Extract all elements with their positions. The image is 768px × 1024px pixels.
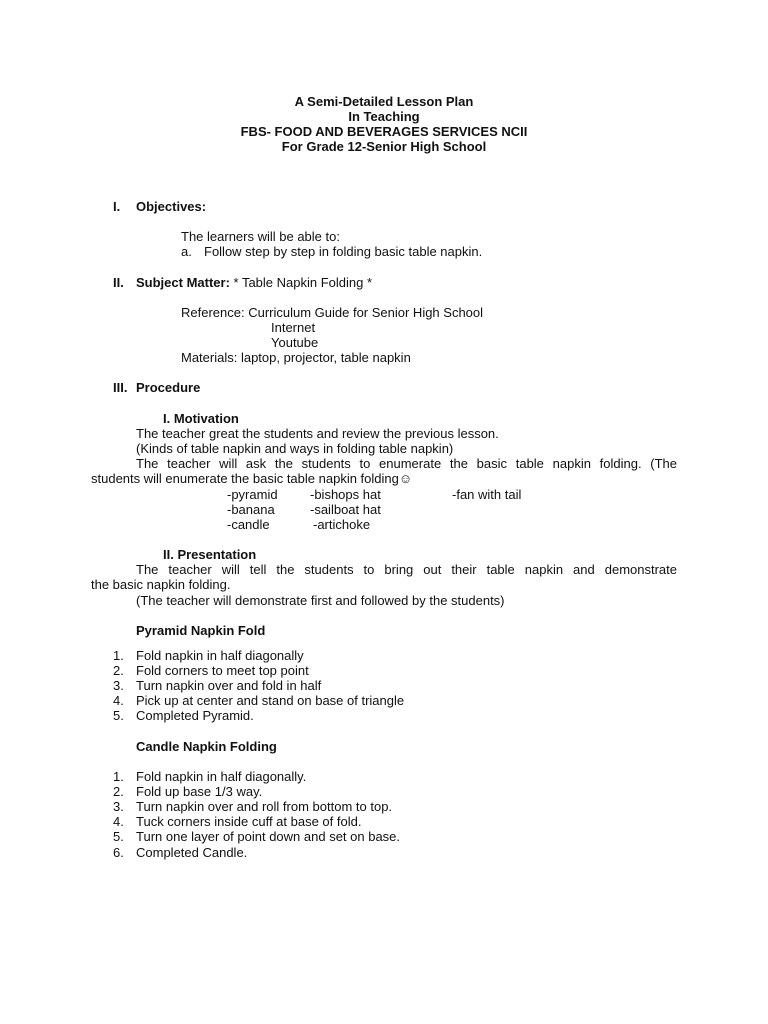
pyramid-step: Fold corners to meet top point	[136, 663, 309, 678]
reference-line: Reference: Curriculum Guide for Senior High School	[181, 305, 484, 320]
fold-item-fan-with-tail: -fan with tail	[452, 487, 522, 502]
pyramid-step-marker: 5.	[113, 708, 124, 723]
fold-item-pyramid: -pyramid	[227, 487, 278, 502]
subject-matter-value: * Table Napkin Folding *	[229, 275, 373, 290]
objectives-heading: Objectives:	[136, 199, 207, 214]
fold-item-candle: -candle	[227, 517, 270, 532]
motivation-line-3: The teacher will ask the students to enumerate the basic table napkin folding. (The	[136, 456, 677, 471]
candle-step: Tuck corners inside cuff at base of fold.	[136, 814, 362, 829]
fold-item-sailboat-hat: -sailboat hat	[310, 502, 381, 517]
pyramid-step-marker: 3.	[113, 678, 124, 693]
subject-matter-heading: Subject Matter:	[136, 275, 230, 290]
doc-title-line-4: For Grade 12-Senior High School	[281, 139, 487, 154]
motivation-line-1: The teacher great the students and review the previous lesson.	[136, 426, 499, 441]
pyramid-step-marker: 1.	[113, 648, 124, 663]
candle-step-marker: 3.	[113, 799, 124, 814]
presentation-line-2: the basic napkin folding.	[91, 577, 231, 592]
reference-youtube: Youtube	[271, 335, 319, 350]
fold-item-bishops-hat: -bishops hat	[310, 487, 381, 502]
objective-item-marker: a.	[181, 244, 192, 259]
motivation-heading: I. Motivation	[163, 411, 239, 426]
subject-matter-numeral: II.	[113, 275, 124, 290]
pyramid-step: Fold napkin in half diagonally	[136, 648, 304, 663]
objectives-intro: The learners will be able to:	[181, 229, 340, 244]
motivation-line-2: (Kinds of table napkin and ways in folding table napkin)	[136, 441, 454, 456]
presentation-line-1: The teacher will tell the students to bring out their table napkin and demonstrate	[136, 562, 677, 577]
pyramid-step: Pick up at center and stand on base of triangle	[136, 693, 405, 708]
reference-internet: Internet	[271, 320, 316, 335]
doc-title-line-2: In Teaching	[348, 109, 420, 124]
presentation-line-3: (The teacher will demonstrate first and followed by the students)	[136, 593, 505, 608]
fold-item-banana: -banana	[227, 502, 275, 517]
doc-title-line-1: A Semi-Detailed Lesson Plan	[294, 94, 474, 109]
candle-step: Turn one layer of point down and set on base.	[136, 829, 401, 844]
candle-step-marker: 5.	[113, 829, 124, 844]
pyramid-step: Turn napkin over and fold in half	[136, 678, 322, 693]
pyramid-step-marker: 4.	[113, 693, 124, 708]
candle-heading: Candle Napkin Folding	[136, 739, 277, 754]
objectives-numeral: I.	[113, 199, 121, 214]
candle-step: Fold up base 1/3 way.	[136, 784, 263, 799]
pyramid-step-marker: 2.	[113, 663, 124, 678]
candle-step-marker: 4.	[113, 814, 124, 829]
materials-line: Materials: laptop, projector, table napkin	[181, 350, 411, 365]
motivation-line-4: students will enumerate the basic table napkin folding☺	[91, 471, 413, 486]
doc-title-line-3: FBS- FOOD AND BEVERAGES SERVICES NCII	[240, 124, 528, 139]
procedure-heading: Procedure	[136, 380, 201, 395]
candle-step-marker: 1.	[113, 769, 124, 784]
candle-step: Turn napkin over and roll from bottom to top.	[136, 799, 393, 814]
candle-step-marker: 2.	[113, 784, 124, 799]
pyramid-step: Completed Pyramid.	[136, 708, 254, 723]
subject-matter-line	[136, 275, 372, 290]
objective-item-text: Follow step by step in folding basic table napkin.	[204, 244, 483, 259]
presentation-heading: II. Presentation	[163, 547, 257, 562]
candle-step-marker: 6.	[113, 845, 124, 860]
pyramid-heading: Pyramid Napkin Fold	[136, 623, 266, 638]
candle-step: Fold napkin in half diagonally.	[136, 769, 307, 784]
candle-step: Completed Candle.	[136, 845, 248, 860]
fold-item-artichoke: -artichoke	[313, 517, 371, 532]
procedure-numeral: III.	[113, 380, 128, 395]
